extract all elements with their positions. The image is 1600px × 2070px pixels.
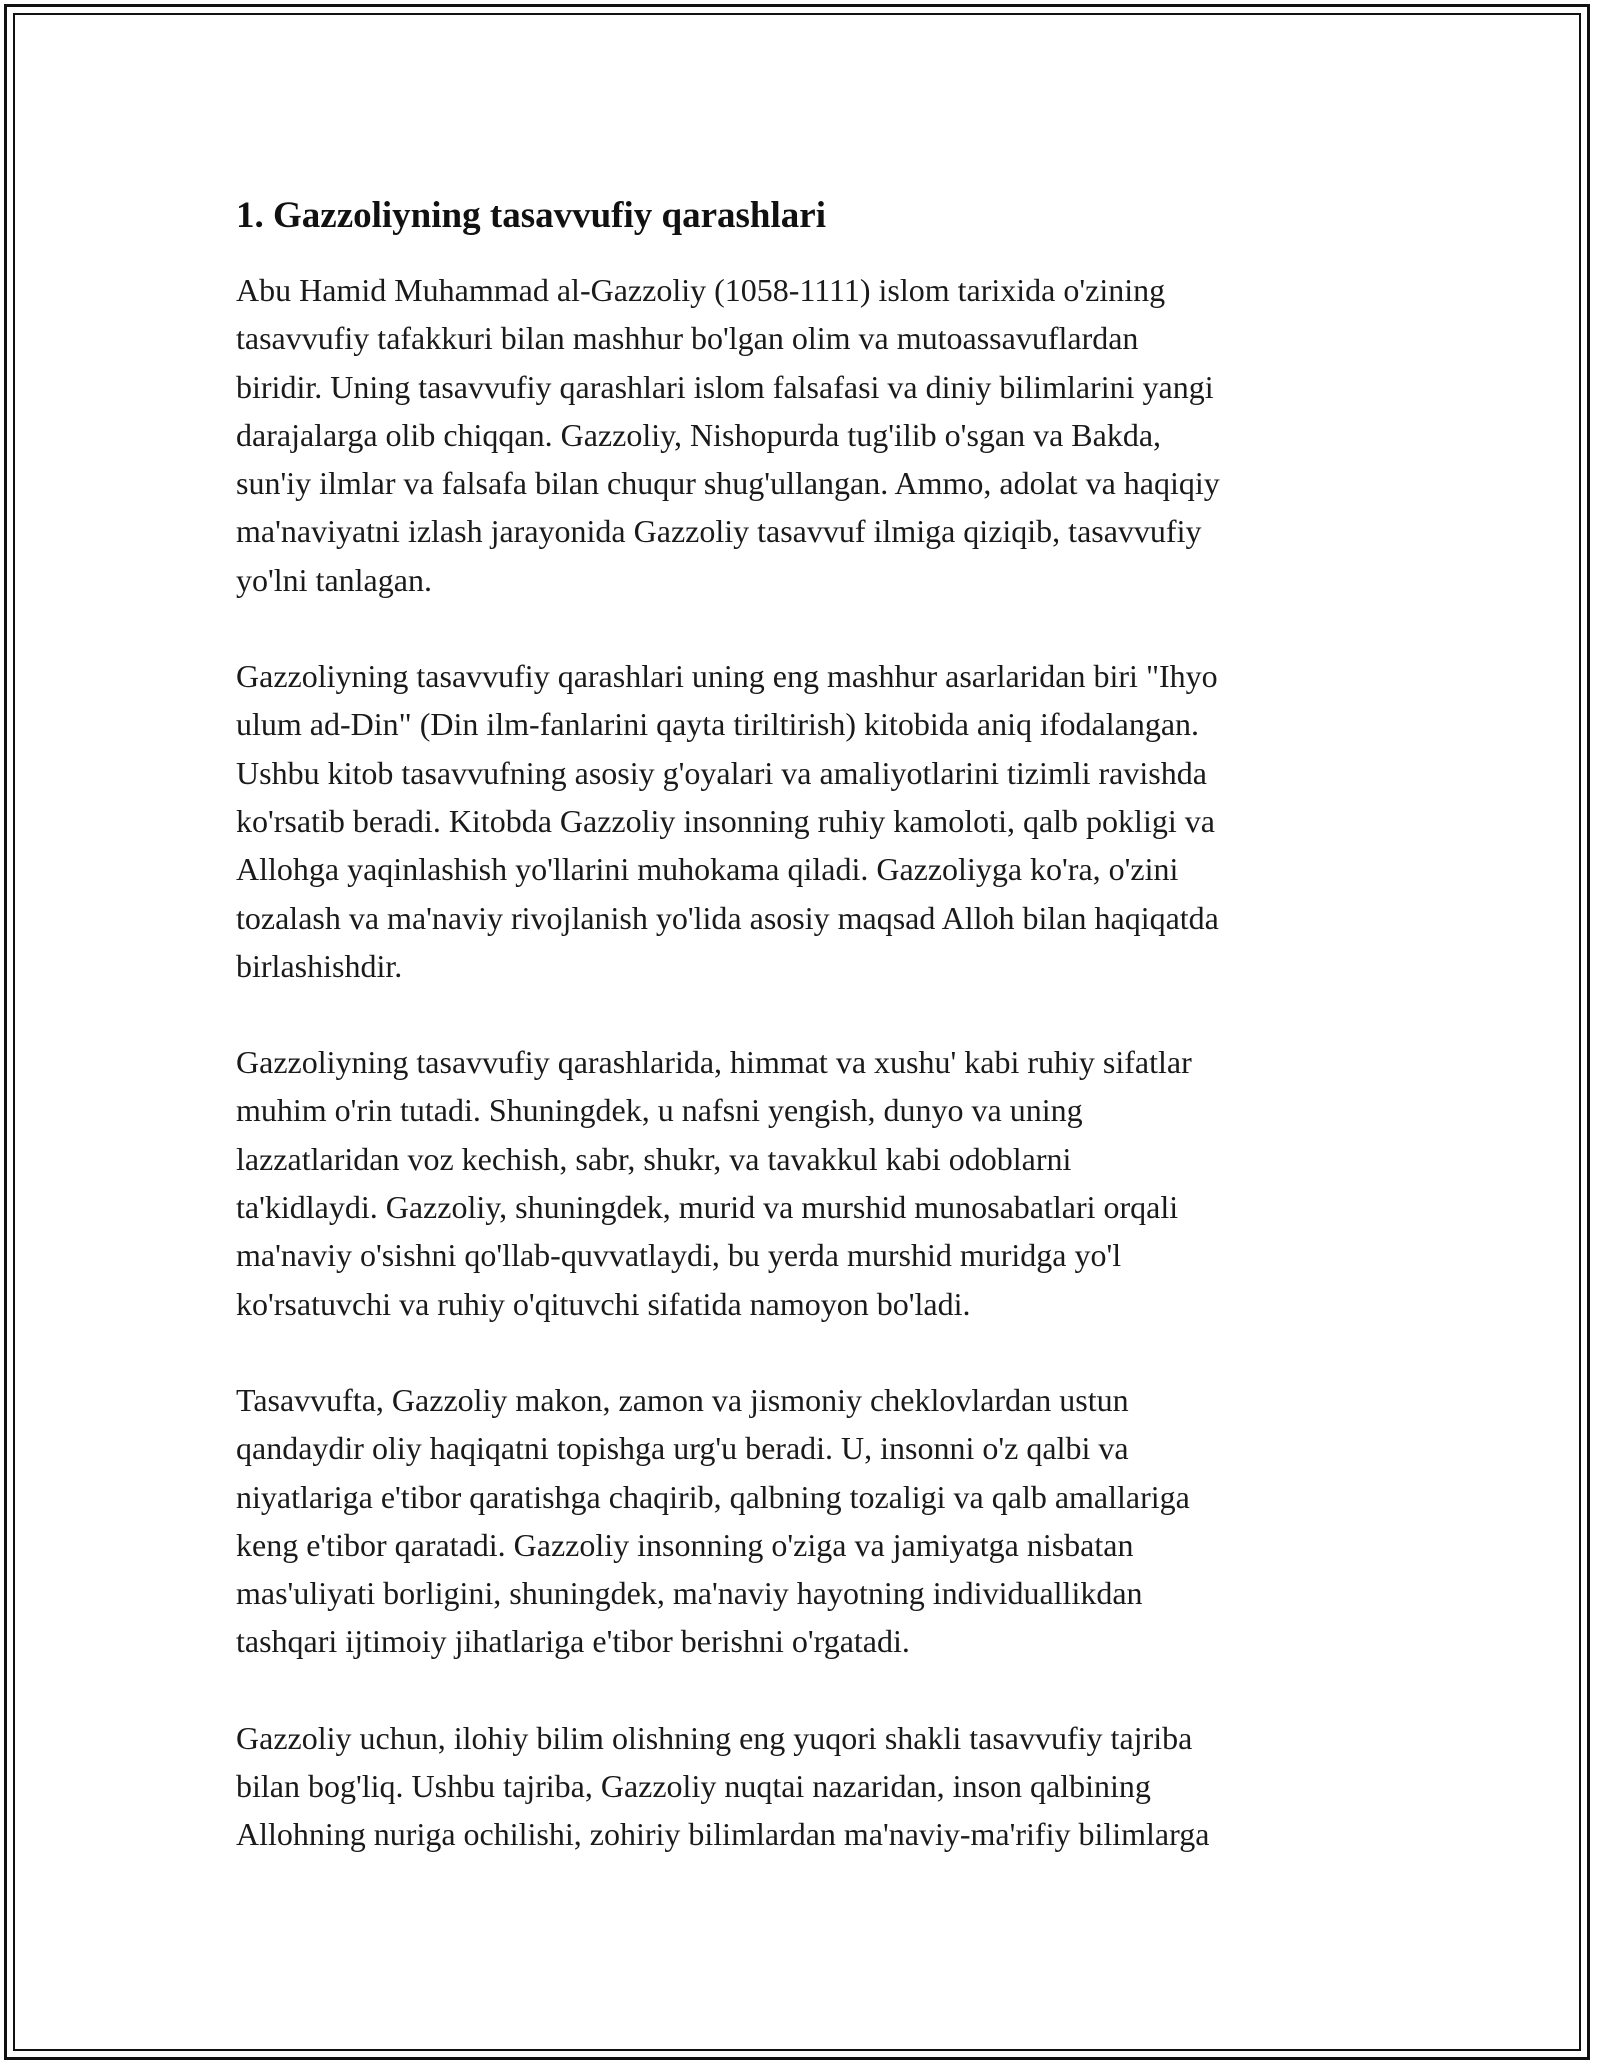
section-title: 1. Gazzoliyning tasavvufiy qarashlari xyxy=(236,195,826,236)
paragraph-4: Tasavvufta, Gazzoliy makon, zamon va jismoniy cheklovlardan ustun qandaydir oliy haqiqatni topishga urg'u beradi. U, insonni o'z qalbi va niyatlariga e'tibor qaratishga chaqirib, qalbning tozaligi va qalb amallariga keng e'tibor qaratadi. Gazzoliy insonning o'ziga va jamiyatga nisbatan mas'uliyati borligini, shuningdek, ma'naviy hayotning individuallikdan tashqari ijtimoiy jihatlariga e'tibor berishni o'rgatadi. xyxy=(236,1381,1190,1660)
paragraph-1: Abu Hamid Muhammad al-Gazzoliy (1058-1111) islom tarixida o'zining tasavvufiy tafakkuri bilan mashhur bo'lgan olim va mutoassavuflardan biridir. Uning tasavvufiy qarashlari islom falsafasi va diniy bilimlarini yangi darajalarga olib chiqqan. Gazzoliy, Nishopurda tug'ilib o'sgan va Bakda, sun'iy ilmlar va falsafa bilan chuqur shug'ullangan. Ammo, adolat va haqiqiy ma'naviyatni izlash jarayonida Gazzoliy tasavvuf ilmiga qiziqib, tasavvufiy yo'lni tanlagan. xyxy=(236,272,1220,598)
paragraph-3: Gazzoliyning tasavvufiy qarashlarida, himmat va xushu' kabi ruhiy sifatlar muhim o'rin tutadi. Shuningdek, u nafsni yengish, dunyo va uning lazzatlaridan voz kechish, sabr, shukr, va tavakkul kabi odoblarni ta'kidlaydi. Gazzoliy, shuningdek, murid va murshid munosabatlari orqali ma'naviy o'sishni qo'llab-quvvatlaydi, bu yerda murshid muridga yo'l ko'rsatuvchi va ruhiy o'qituvchi sifatida namoyon bo'ladi. xyxy=(236,1044,1192,1322)
document-body xyxy=(236,188,1386,1907)
paragraph-5: Gazzoliy uchun, ilohiy bilim olishning eng yuqori shakli tasavvufiy tajriba bilan bog'liq. Ushbu tajriba, Gazzoliy nuqtai nazaridan, inson qalbining Allohning nuriga ochilishi, zohiriy bilimlardan ma'naviy-ma'rifiy bilimlarga xyxy=(236,1719,1210,1853)
paragraph-2: Gazzoliyning tasavvufiy qarashlari uning eng mashhur asarlaridan biri "Ihyo ulum ad-Din" (Din ilm-fanlarini qayta tiriltirish) kitobida aniq ifodalangan. Ushbu kitob tasavvufning asosiy g'oyalari va amaliyotlarini tizimli ravishda ko'rsatib beradi. Kitobda Gazzoliy insonning ruhiy kamoloti, qalb pokligi va Allohga yaqinlashish yo'llarini muhokama qiladi. Gazzoliyga ko'ra, o'zini tozalash va ma'naviy rivojlanish yo'lida asosiy maqsad Alloh bilan haqiqatda birlashishdir. xyxy=(236,658,1219,984)
